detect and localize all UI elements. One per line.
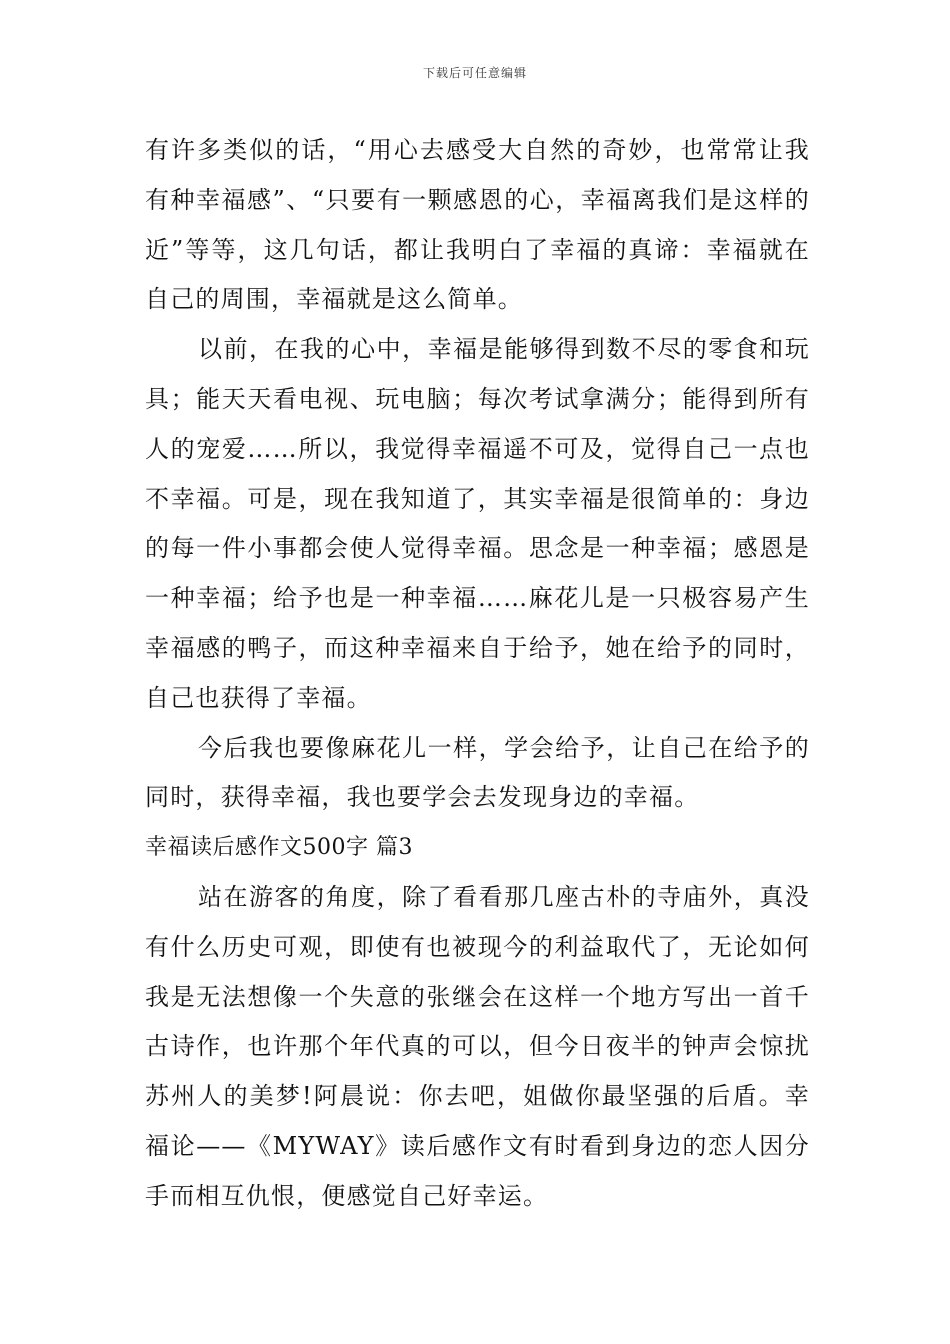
paragraph-happiness-past: 以前，在我的心中，幸福是能够得到数不尽的零食和玩具；能天天看电视、玩电脑；每次考试拿满分；能得到所有人的宠爱……所以，我觉得幸福遥不可及，觉得自己一点也不幸福。可是，现在我知道了，其实幸福是很简单的：身边的每一件小事都会使人觉得幸福。思念是一种幸福；感恩是一种幸福；给予也是一种幸福……麻花儿是一只极容易产生幸福感的鸭子，而这种幸福来自于给予，她在给予的同时，自己也获得了幸福。 (145, 335, 810, 712)
paragraph-tourist-perspective: 站在游客的角度，除了看看那几座古朴的寺庙外，真没有什么历史可观，即使有也被现今的利益取代了，无论如何我是无法想像一个失意的张继会在这样一个地方写出一首千古诗作，也许那个年代真的可以，但今日夜半的钟声会惊扰苏州人的美梦!阿晨说：你去吧，姐做你最坚强的后盾。幸福论——《MYWAY》读后感作文有时看到身边的恋人因分手而相互仇恨，便感觉自己好幸运。 (145, 882, 810, 1210)
paragraph-continued: 有许多类似的话，“用心去感受大自然的奇妙，也常常让我有种幸福感”、“只要有一颗感恩的心，幸福离我们是这样的近”等等，这几句话，都让我明白了幸福的真谛：幸福就在自己的周围，幸福就是这么简单。 (145, 136, 810, 314)
paragraph-future-plan: 今后我也要像麻花儿一样，学会给予，让自己在给予的同时，获得幸福，我也要学会去发现身边的幸福。 (145, 733, 810, 812)
section-title: 幸福读后感作文500字 篇3 (145, 835, 413, 861)
page-header: 下载后可任意编辑 (422, 66, 527, 80)
document-body (145, 126, 810, 1222)
